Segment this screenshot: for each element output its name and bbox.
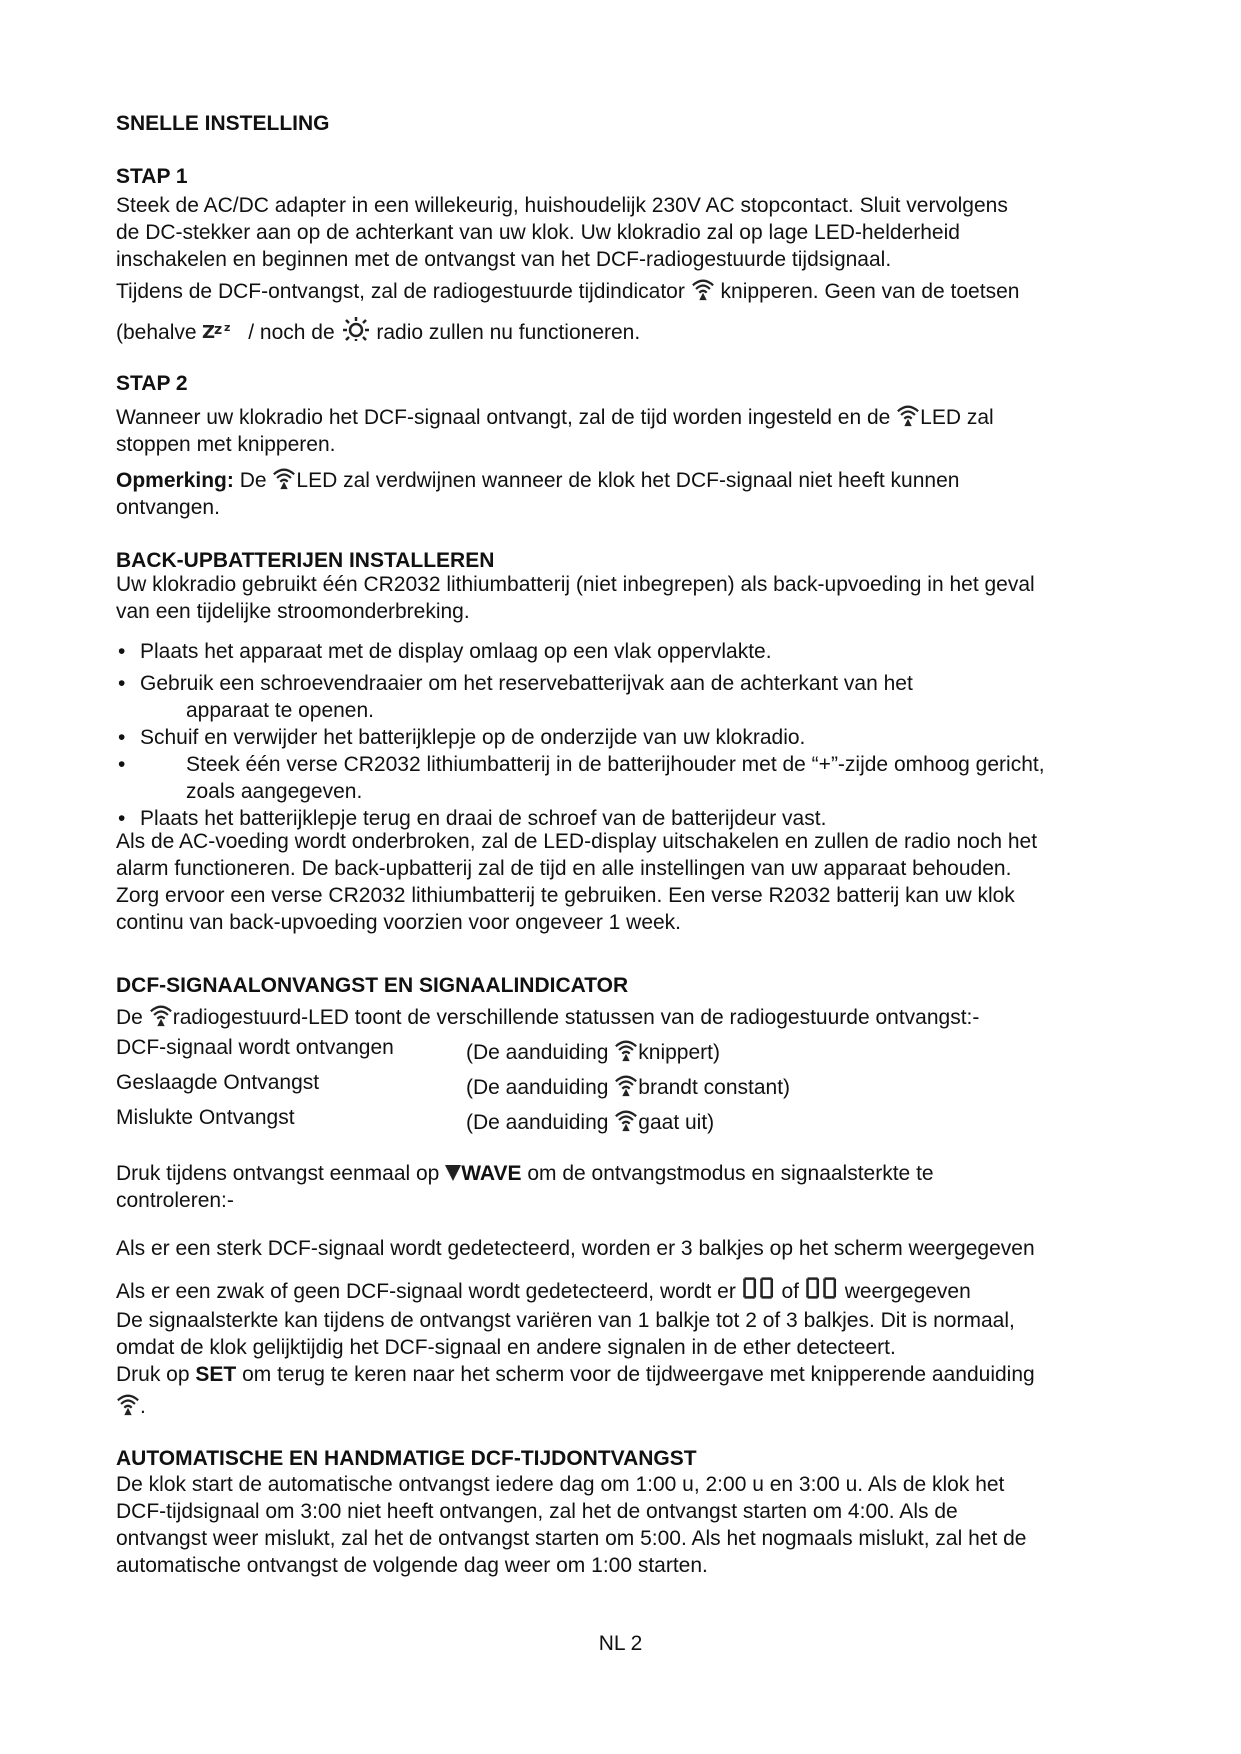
text-segment: Druk op bbox=[116, 1363, 190, 1386]
text-line: ontvangst weer mislukt, zal het de ontvangst starten om 5:00. Als het nogmaals mislukt, zal het de bbox=[116, 1527, 1027, 1550]
text-line: de DC-stekker aan op de achterkant van uw klok. Uw klokradio zal op lage LED-helderheid bbox=[116, 221, 960, 244]
text-segment: LED zal bbox=[920, 406, 994, 429]
status-label: Mislukte Ontvangst bbox=[116, 1106, 295, 1129]
text-line: van een tijdelijke stroomonderbreking. bbox=[116, 600, 470, 623]
note-label: Opmerking: bbox=[116, 469, 234, 492]
text-line: Als de AC-voeding wordt onderbroken, zal de LED-display uitschakelen en zullen de radio noch het bbox=[116, 830, 1038, 853]
table-row bbox=[116, 1034, 394, 1061]
text-line: De klok start de automatische ontvangst iedere dag om 1:00 u, 2:00 u en 3:00 u. Als de klok het bbox=[116, 1473, 1005, 1496]
text-line: apparaat te openen. bbox=[186, 699, 374, 722]
text-segment: knipperen. Geen van de toetsen bbox=[720, 280, 1020, 303]
text-segment: Druk tijdens ontvangst eenmaal op bbox=[116, 1162, 440, 1185]
step1-paragraph bbox=[116, 192, 1156, 273]
list-item bbox=[116, 670, 1156, 724]
status-description bbox=[466, 1038, 720, 1066]
step1-keys-line bbox=[116, 316, 1156, 346]
segment-display-icon bbox=[742, 1276, 776, 1307]
battery-intro bbox=[116, 571, 1156, 625]
dimmer-icon bbox=[341, 316, 371, 342]
text-line bbox=[116, 1361, 1156, 1388]
text-segment: Wanneer uw klokradio het DCF-signaal ontvangt, zal de tijd worden ingesteld en de bbox=[116, 406, 891, 429]
text-line bbox=[116, 1276, 1156, 1307]
radio-signal-icon bbox=[614, 1038, 638, 1062]
table-row bbox=[116, 1069, 319, 1096]
radio-signal-icon bbox=[614, 1108, 638, 1132]
section-title-auto-manual: AUTOMATISCHE EN HANDMATIGE DCF-TIJDONTVANGST bbox=[116, 1447, 697, 1470]
snooze-icon bbox=[202, 320, 242, 342]
wave-paragraph bbox=[116, 1160, 1156, 1214]
battery-steps bbox=[116, 638, 1156, 832]
section-title-backup-battery: BACK-UPBATTERIJEN INSTALLEREN bbox=[116, 549, 495, 572]
text-segment: om de ontvangstmodus en signaalsterkte te bbox=[527, 1162, 934, 1185]
svg-text:Z: Z bbox=[202, 322, 216, 342]
status-description bbox=[466, 1073, 790, 1101]
step1-indicator-line bbox=[116, 277, 1156, 305]
radio-signal-icon bbox=[116, 1392, 140, 1416]
list-item: • Plaats het apparaat met de display omlaag op een vlak oppervlakte. bbox=[116, 638, 1156, 665]
text-line bbox=[116, 1392, 1156, 1420]
text-line: inschakelen en beginnen met de ontvangst van het DCF-radiogestuurde tijdsignaal. bbox=[116, 248, 892, 271]
text-line bbox=[116, 403, 1156, 431]
text-line: controleren:- bbox=[116, 1189, 234, 1212]
text-segment: radiogestuurd-LED toont de verschillende statussen van de radiogestuurde ontvangst:- bbox=[172, 1006, 980, 1029]
text-segment: De bbox=[239, 469, 267, 492]
dcf-intro bbox=[116, 1003, 1156, 1031]
text-segment: De bbox=[116, 1006, 143, 1029]
text-segment: (behalve bbox=[116, 321, 197, 344]
text-line: • Steek één verse CR2032 lithiumbatterij in de batterijhouder met de “+”-zijde omhoog gericht, bbox=[186, 753, 1045, 776]
step1-title: STAP 1 bbox=[116, 165, 188, 188]
text-segment: of bbox=[781, 1280, 800, 1303]
text-segment: (De aanduiding bbox=[466, 1041, 609, 1064]
text-line: omdat de klok gelijktijdig het DCF-signaal en andere signalen in de ether detecteert. bbox=[116, 1336, 896, 1359]
status-description bbox=[466, 1108, 714, 1136]
text-line: De signaalsterkte kan tijdens de ontvangst variëren van 1 balkje tot 2 of 3 balkjes. Dit is normaal, bbox=[116, 1309, 1015, 1332]
text-line: automatische ontvangst de volgende dag weer om 1:00 starten. bbox=[116, 1554, 708, 1577]
wave-key-label: WAVE bbox=[461, 1162, 522, 1185]
svg-text:z: z bbox=[224, 321, 231, 334]
weak-signal-paragraph bbox=[116, 1276, 1156, 1420]
text-segment: om terug te keren naar het scherm voor de tijdweergave met knipperende aanduiding bbox=[242, 1363, 1035, 1386]
text-segment: brandt constant) bbox=[638, 1076, 791, 1099]
status-label: Geslaagde Ontvangst bbox=[116, 1071, 320, 1094]
text-line: Uw klokradio gebruikt één CR2032 lithiumbatterij (niet inbegrepen) als back-upvoeding in het geval bbox=[116, 573, 1035, 596]
section-title-quick-setup: SNELLE INSTELLING bbox=[116, 112, 330, 135]
text-line: Zorg ervoor een verse CR2032 lithiumbatterij te gebruiken. Een verse R2032 batterij kan uw klok bbox=[116, 884, 1015, 907]
battery-paragraph bbox=[116, 828, 1156, 936]
text-segment: . bbox=[140, 1395, 146, 1418]
list-item: • Schuif en verwijder het batterijklepje op de onderzijde van uw klokradio. bbox=[116, 724, 1156, 751]
table-row bbox=[116, 1104, 295, 1131]
text-line: ontvangen. bbox=[116, 496, 220, 519]
radio-signal-icon bbox=[272, 466, 296, 490]
text-segment: Als er een zwak of geen DCF-signaal wordt gedetecteerd, wordt er bbox=[116, 1280, 736, 1303]
set-key-label: SET bbox=[195, 1363, 237, 1386]
text-segment: radio zullen nu functioneren. bbox=[376, 321, 641, 344]
dcf-status-table bbox=[116, 1034, 1156, 1144]
page-number: NL 2 bbox=[598, 1632, 643, 1655]
section-title-dcf-signal: DCF-SIGNAALONVANGST EN SIGNAALINDICATOR bbox=[116, 974, 629, 997]
text-line: alarm functioneren. De back-upbatterij zal de tijd en alle instellingen van uw apparaat behouden. bbox=[116, 857, 1012, 880]
text-segment: LED zal verdwijnen wanneer de klok het DCF-signaal niet heeft kunnen bbox=[296, 469, 960, 492]
text-segment: knippert) bbox=[638, 1041, 720, 1064]
svg-text:z: z bbox=[214, 322, 223, 338]
step2-title: STAP 2 bbox=[116, 372, 188, 395]
step2-paragraph bbox=[116, 403, 1156, 458]
text-segment: gaat uit) bbox=[638, 1111, 715, 1134]
text-line: DCF-tijdsignaal om 3:00 niet heeft ontvangen, zal het de ontvangst starten om 4:00. Als de bbox=[116, 1500, 958, 1523]
text-line bbox=[116, 466, 1156, 494]
text-segment: (De aanduiding bbox=[466, 1111, 609, 1134]
text-line: Steek de AC/DC adapter in een willekeurig, huishoudelijk 230V AC stopcontact. Sluit vervolgens bbox=[116, 194, 1008, 217]
text-line bbox=[116, 1160, 1156, 1187]
text-line: zoals aangegeven. bbox=[186, 780, 363, 803]
text-segment: Als er een sterk DCF-signaal wordt gedetecteerd, worden er 3 balkjes op het scherm weergegeven bbox=[116, 1237, 1035, 1260]
text-line: • Gebruik een schroevendraaier om het reservebatterijvak aan de achterkant van het bbox=[140, 672, 913, 695]
list-item bbox=[116, 751, 1156, 805]
radio-signal-icon bbox=[614, 1073, 638, 1097]
note-paragraph bbox=[116, 466, 1156, 521]
text-segment: weergegeven bbox=[844, 1280, 971, 1303]
radio-signal-icon bbox=[149, 1003, 173, 1027]
radio-signal-icon bbox=[691, 277, 715, 301]
strong-signal-line bbox=[116, 1235, 1156, 1262]
auto-paragraph bbox=[116, 1471, 1156, 1579]
text-segment: / noch de bbox=[248, 321, 335, 344]
status-label: DCF-signaal wordt ontvangen bbox=[116, 1036, 394, 1059]
radio-signal-icon bbox=[896, 403, 920, 427]
wave-icon bbox=[445, 1163, 461, 1183]
text-line: continu van back-upvoeding voorzien voor ongeveer 1 week. bbox=[116, 911, 682, 934]
segment-display-icon bbox=[805, 1276, 839, 1307]
text-segment: Tijdens de DCF-ontvangst, zal de radiogestuurde tijdindicator bbox=[116, 280, 685, 303]
list-item: • Plaats het batterijklepje terug en draai de schroef van de batterijdeur vast. bbox=[116, 805, 1156, 832]
text-line: stoppen met knipperen. bbox=[116, 433, 336, 456]
text-segment: (De aanduiding bbox=[466, 1076, 609, 1099]
